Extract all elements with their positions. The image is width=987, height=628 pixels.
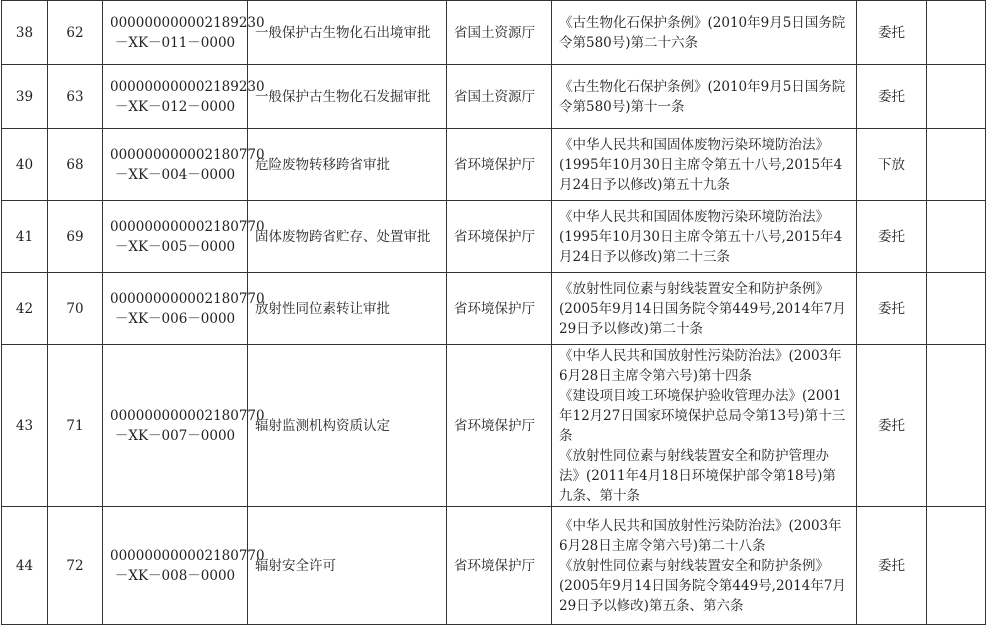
item-name: 固体废物跨省贮存、处置审批 (248, 201, 447, 273)
row-sequence-number: 44 (2, 507, 48, 625)
table-row (2, 507, 986, 625)
item-code-line: 000000000002180770 (110, 218, 265, 235)
item-code (103, 129, 265, 201)
legal-basis (552, 65, 857, 129)
delegation-mode: 委托 (857, 507, 927, 625)
legal-basis-item: 《放射性同位素与射线装置安全和防护条例》(2005年9月14日国务院令第449号,2014年7月29日予以修改)第二十条 (559, 280, 846, 337)
remarks-cell (927, 507, 986, 625)
item-number: 63 (48, 65, 103, 129)
table-row (2, 1, 986, 65)
department: 省环境保护厅 (447, 129, 552, 201)
delegation-mode: 委托 (857, 273, 927, 345)
item-code (103, 65, 265, 129)
item-code-line: 000000000002180770 (110, 547, 265, 564)
remarks-cell (927, 345, 986, 507)
item-code (103, 507, 265, 625)
row-sequence-number: 40 (2, 129, 48, 201)
item-name: 一般保护古生物化石出境审批 (248, 1, 447, 65)
legal-basis-item: 《中华人民共和国放射性污染防治法》(2003年6月28日主席令第六号)第十四条 (559, 347, 842, 384)
item-code-suffix: －XK－006－0000 (114, 310, 236, 327)
legal-basis-item: 《中华人民共和国放射性污染防治法》(2003年6月28日主席令第六号)第二十八条 (559, 517, 842, 554)
delegation-mode: 委托 (857, 1, 927, 65)
item-code (103, 273, 265, 345)
item-code-line: 000000000002180770 (110, 146, 265, 163)
table-row (2, 345, 986, 507)
delegation-mode: 委托 (857, 345, 927, 507)
department: 省国土资源厅 (447, 65, 552, 129)
item-code-line: 000000000002189230 (110, 78, 265, 95)
legal-basis (552, 201, 857, 273)
remarks-cell (927, 273, 986, 345)
item-code-line: 000000000002189230 (110, 14, 265, 31)
item-code (103, 345, 265, 507)
table-body (2, 1, 986, 625)
item-name: 一般保护古生物化石发掘审批 (248, 65, 447, 129)
row-sequence-number: 38 (2, 1, 48, 65)
department: 省环境保护厅 (447, 201, 552, 273)
item-code-line: 000000000002180770 (110, 407, 265, 424)
legal-basis (552, 507, 857, 625)
remarks-cell (927, 1, 986, 65)
legal-basis (552, 345, 857, 507)
item-name: 辐射监测机构资质认定 (248, 345, 447, 507)
item-code-suffix: －XK－008－0000 (114, 567, 236, 584)
item-code-suffix: －XK－011－0000 (114, 34, 236, 51)
legal-basis-item: 《放射性同位素与射线装置安全和防护条例》(2005年9月14日国务院令第449号,2014年7月29日予以修改)第五条、第六条 (559, 557, 846, 614)
legal-basis (552, 273, 857, 345)
item-number: 70 (48, 273, 103, 345)
department: 省环境保护厅 (447, 273, 552, 345)
approval-items-table (1, 0, 986, 625)
item-code-suffix: －XK－007－0000 (114, 427, 236, 444)
item-number: 71 (48, 345, 103, 507)
item-code-suffix: －XK－005－0000 (114, 238, 236, 255)
legal-basis-item: 《古生物化石保护条例》(2010年9月5日国务院令第580号)第二十六条 (559, 14, 846, 51)
legal-basis-item: 《古生物化石保护条例》(2010年9月5日国务院令第580号)第十一条 (559, 78, 846, 115)
table-row (2, 129, 986, 201)
remarks-cell (927, 65, 986, 129)
legal-basis-item: 《中华人民共和国固体废物污染环境防治法》(1995年10月30日主席令第五十八号,2015年4月24日予以修改)第二十三条 (559, 208, 843, 265)
remarks-cell (927, 201, 986, 273)
department: 省国土资源厅 (447, 1, 552, 65)
table-row (2, 273, 986, 345)
row-sequence-number: 41 (2, 201, 48, 273)
department: 省环境保护厅 (447, 345, 552, 507)
legal-basis-item: 《放射性同位素与射线装置安全和防护管理办法》(2011年4月18日环境保护部令第18号)第九条、第十条 (559, 447, 836, 504)
delegation-mode: 委托 (857, 201, 927, 273)
item-code-suffix: －XK－004－0000 (114, 166, 236, 183)
legal-basis (552, 129, 857, 201)
item-number: 69 (48, 201, 103, 273)
item-name: 辐射安全许可 (248, 507, 447, 625)
item-code (103, 201, 265, 273)
item-number: 62 (48, 1, 103, 65)
legal-basis-item: 《建设项目竣工环境保护验收管理办法》(2001年12月27日国家环境保护总局令第13号)第十三条 (559, 387, 846, 444)
row-sequence-number: 42 (2, 273, 48, 345)
legal-basis (552, 1, 857, 65)
table-row (2, 65, 986, 129)
item-number: 68 (48, 129, 103, 201)
delegation-mode: 委托 (857, 65, 927, 129)
department: 省环境保护厅 (447, 507, 552, 625)
item-number: 72 (48, 507, 103, 625)
remarks-cell (927, 129, 986, 201)
item-code-line: 000000000002180770 (110, 290, 265, 307)
item-name: 危险废物转移跨省审批 (248, 129, 447, 201)
table-row (2, 201, 986, 273)
delegation-mode: 下放 (857, 129, 927, 201)
item-name: 放射性同位素转让审批 (248, 273, 447, 345)
item-code (103, 1, 265, 65)
row-sequence-number: 43 (2, 345, 48, 507)
item-code-suffix: －XK－012－0000 (114, 98, 236, 115)
row-sequence-number: 39 (2, 65, 48, 129)
legal-basis-item: 《中华人民共和国固体废物污染环境防治法》(1995年10月30日主席令第五十八号,2015年4月24日予以修改)第五十九条 (559, 136, 843, 193)
